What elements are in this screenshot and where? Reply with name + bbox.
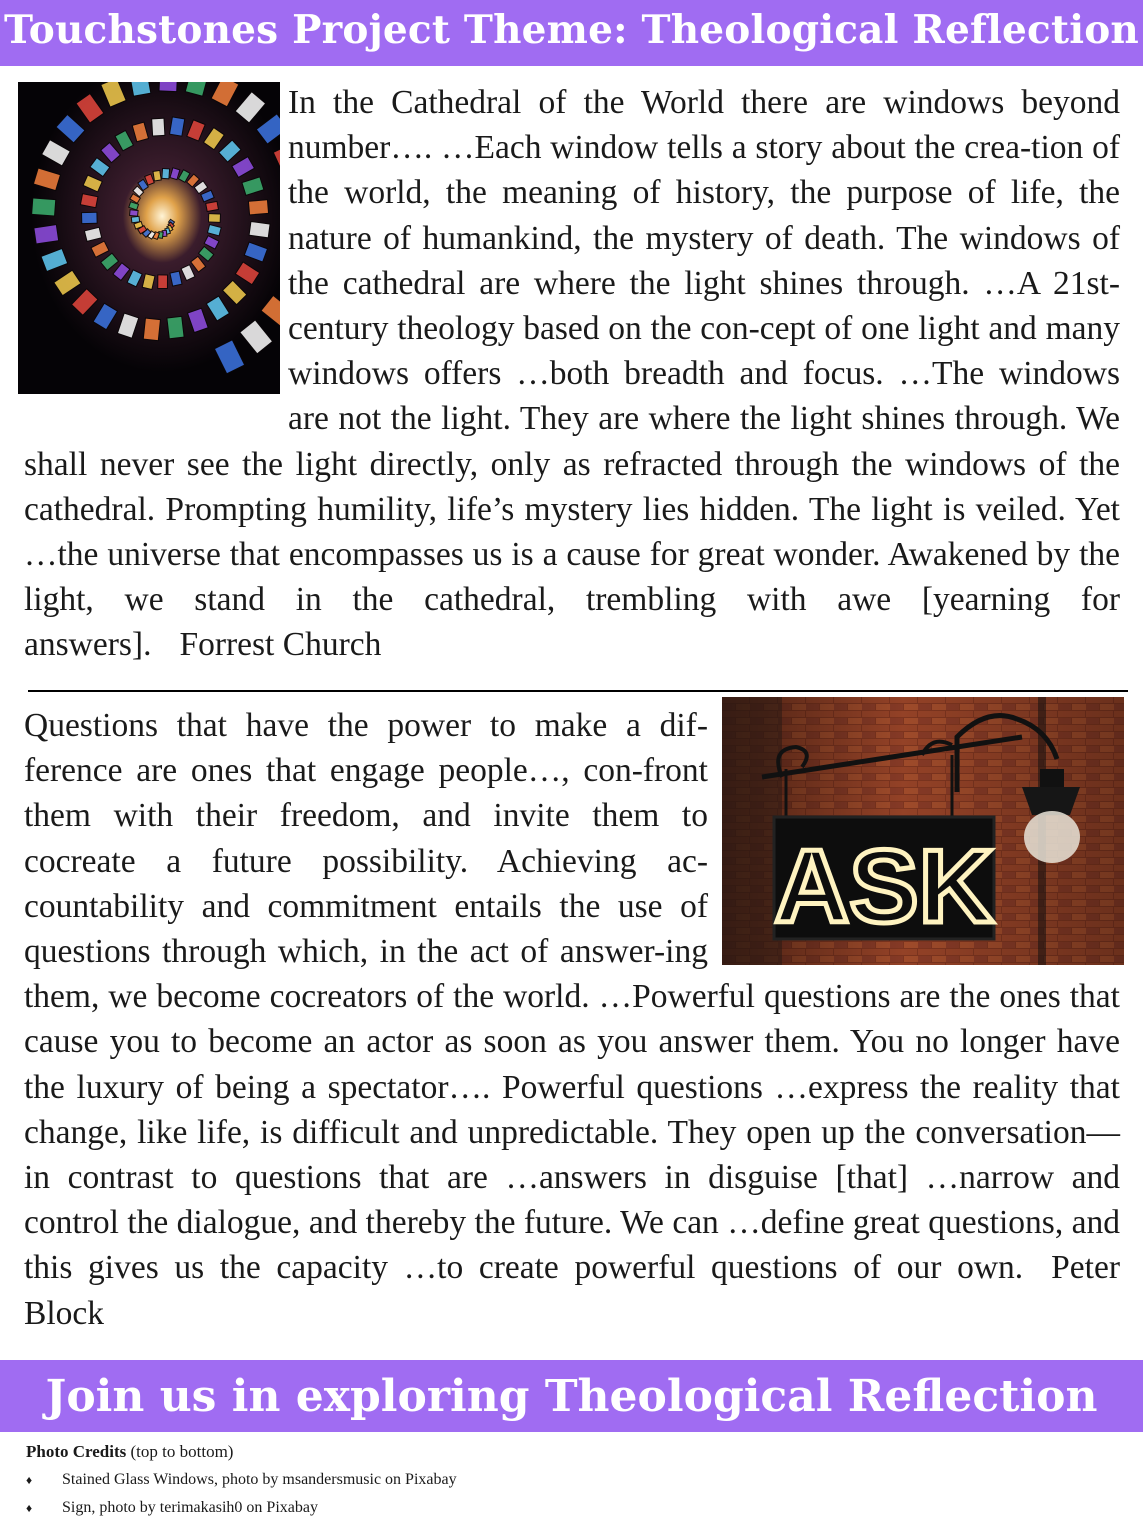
glass-pane [80, 194, 98, 208]
glass-pane [32, 198, 56, 216]
glass-pane [153, 170, 161, 181]
credits-list [26, 1466, 1116, 1522]
call-to-action-text: Join us in exploring Theological Reflection [45, 1371, 1098, 1422]
diamond-bullet-icon: ♦ [26, 1501, 33, 1515]
section-divider [28, 690, 1128, 692]
page-title: Touchstones Project Theme: Theological Reflection [4, 7, 1139, 53]
glass-pane [82, 212, 98, 223]
glass-pane [131, 216, 139, 222]
ask-sign-photo [722, 697, 1124, 965]
stained-glass-photo [18, 82, 280, 394]
quote-peter-block [24, 703, 1120, 1336]
credits-header [26, 1438, 1116, 1466]
glass-pane [162, 168, 170, 178]
glass-pane [249, 222, 270, 238]
glass-pane [158, 275, 168, 289]
photo-credits [26, 1438, 1116, 1522]
glass-pane [143, 318, 160, 341]
glass-pane [34, 225, 59, 244]
diamond-bullet-icon: ♦ [26, 1473, 33, 1487]
quote-author: Peter Block [24, 1249, 1120, 1332]
quote-author: Forrest Church [179, 626, 382, 664]
credit-item: ♦ Stained Glass Windows, photo by msandersmusic on Pixabay [26, 1466, 1116, 1494]
quote-text: Questions that have the power to make a dif-ference are ones that engage people…, con-front them with their freedom, and invite them to cocreate a future possibility. Achieving ac-countability and commitment entails the use of questions through which, in the act of answer-ing them, we become cocreators of the world. …Powerful questions are the ones that cause you to become an actor as soon as you answer them. You no longer have the luxury of being a spectator…. Powerful questions …express the reality that change, like life, is difficult and unpredictable. They open up the conversation—in contrast to questions that are …answers in disguise [that] …narrow and control the dialogue, and thereby the future. We can …define great questions, and this gives us the capacity …to create powerful questions of our own. [24, 707, 1120, 1287]
credits-subheading: (top to bottom) [130, 1442, 234, 1461]
call-to-action-banner [0, 1360, 1143, 1432]
sign-text: ASK [774, 829, 994, 945]
glass-pane [206, 201, 219, 211]
glass-pane [159, 82, 178, 92]
page-title-banner [0, 0, 1143, 66]
glass-pane [152, 118, 165, 136]
credits-heading: Photo Credits [26, 1442, 127, 1461]
glass-pane [130, 210, 139, 217]
credit-item: ♦ Sign, photo by terimakasih0 on Pixabay [26, 1494, 1116, 1522]
glass-pane [248, 200, 268, 215]
glass-pane [167, 316, 184, 338]
quote-forrest-church [24, 80, 1120, 668]
glass-pane [208, 214, 220, 223]
quote-text: In the Cathedral of the World there are windows beyond number…. …Each window tells a story about the crea-tion of the world, the meaning of history, the purpose of life, the nature of humankind, the mystery of death. The windows of the cathedral are where the light shines through. …A 21st-century theology based on the con-cept of one light and many windows offers …both breadth and focus. …The windows are not the light. They are where the light shines through. We shall never see the light directly, only as refracted through the windows of the cathedral. Prompting humility, life’s mystery lies hidden. The light is veiled. Yet …the universe that encompasses us is a cause for great wonder. Awakened by the light, we stand in the cathedral, trembling with awe [yearning for answers]. [24, 84, 1120, 664]
glass-pane [170, 117, 185, 136]
